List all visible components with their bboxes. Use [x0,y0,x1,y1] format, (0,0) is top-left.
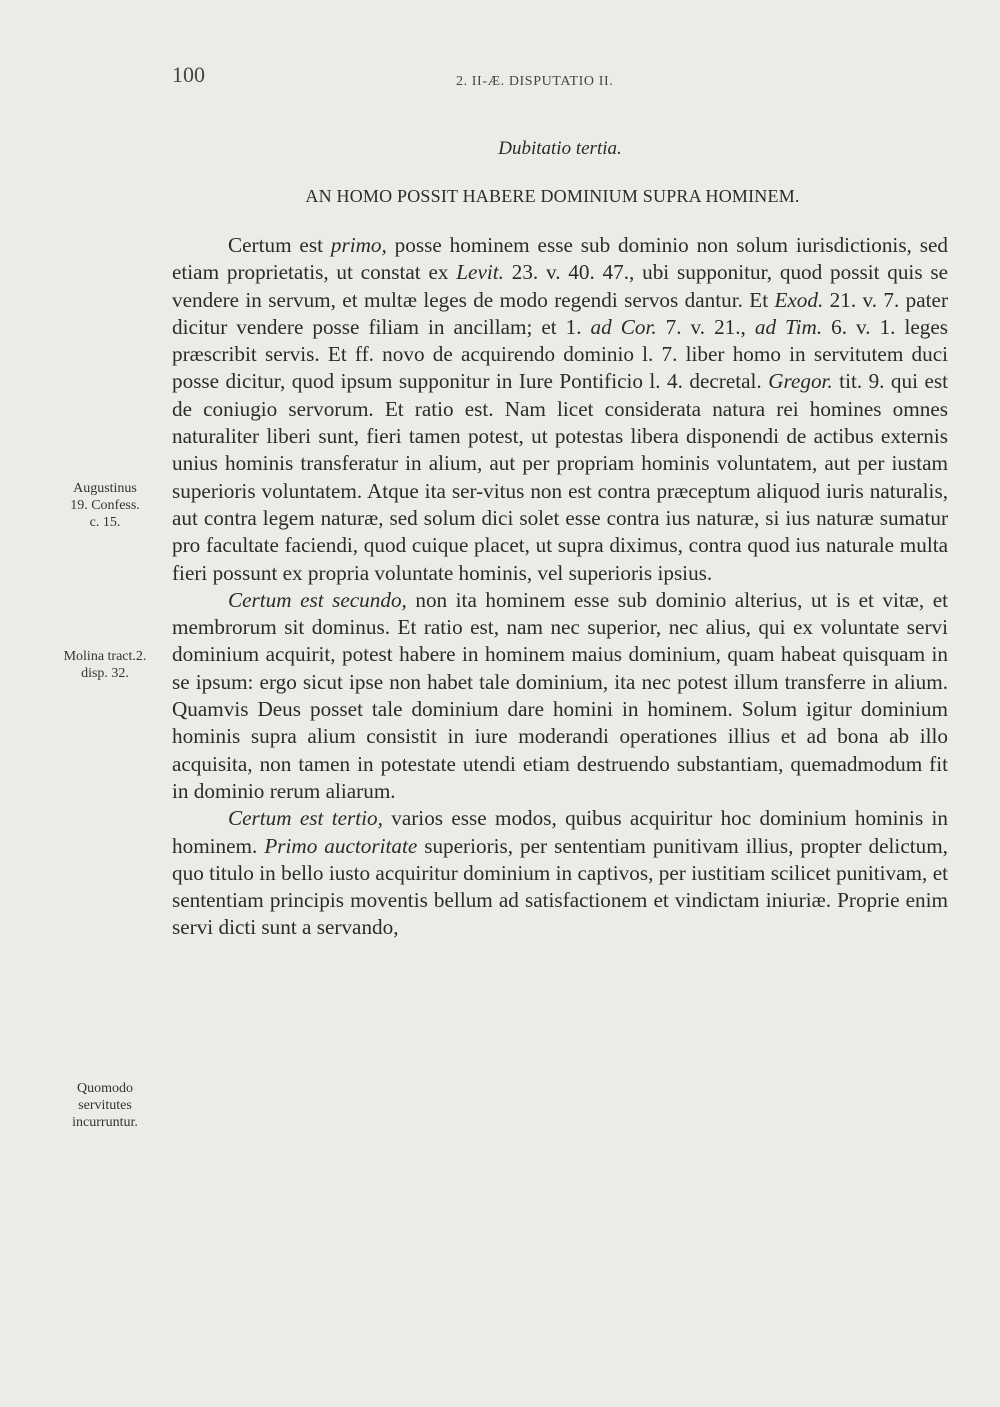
text-run: posse hominem esse sub dominio non solum iurisdictionis, sed etiam proprietatis, ut constat ex [172,233,948,285]
italic-run: Levit. [456,260,504,285]
italic-run: Primo auctoritate [264,833,418,858]
text-run: tit. 9. qui est de coniugio servorum. Et ratio est. Nam licet considerata natura rei homines omnes naturaliter liberi sunt, fieri tamen potest, ut potestas libera disponendi de actibus externis unius hominis transferatur in alium, aut per propriam hominis voluntatem, aut per iustam superioris voluntatem. Atque ita ser-vitus non est contra præceptum aliquod iuris naturalis, aut contra legem naturæ, sed solum dici solet esse contra ius naturæ, si ius naturæ sumatur pro facultate faciendi, quod cuique placet, ut supra diximus, contra quod ius naturale multa fieri possunt ex propria voluntate hominis, vel superioris ipsius. [172,369,948,585]
paragraph-certum-secundo [172,587,948,805]
margin-note-line: Quomodo [77,1081,133,1096]
margin-note-molina [52,648,158,682]
italic-run: ad Tim. [754,314,823,339]
margin-note-augustinus [52,480,158,531]
margin-note-line: incurruntur. [72,1115,138,1130]
text-run: 23. v. 40. 47., ubi supponitur, quod possit quis se vendere in servum, et multæ leges de modo regendi servos dantur. Et [172,260,948,312]
paragraph-certum-primo [172,232,948,587]
text-run: non ita hominem esse sub dominio alterius, ut is et vitæ, et membrorum sit dominus. Et ratio est, nam nec superior, nec alius, qui ex voluntate servi dominium acquirit, potest habere in hominem maius dominium, quam habeat quisquam in se ipsum: ergo sicut ipse non habet tale dominium, ita nec potest illum transferre in alium. Quamvis Deus posset tale dominium dare homini in hominem. Solum igitur dominium hominis supra alium consistit in iure moderandi operationes illius et ad bona ab illo acquisita, non tamen in potestate utendi etiam destruendo substantiam, quemadmodum fit in dominio rerum aliarum. [172,587,949,803]
text-run: 6. v. 1. leges præscribit servis. Et ff. novo de acquirendo dominio l. 7. liber homo in servitutem duci posse dicitur, quod ipsum supponitur in Iure Pontificio l. 4. decretal. [172,314,948,394]
italic-run: primo, [330,233,387,257]
page-number: 100 [172,62,205,87]
text-run: superioris, per sententiam punitivam illius, propter delictum, quo titulo in bello iusto acquiritur dominium in captivos, per iustitiam scilicet punitivam, et sententiam principis moventis bellum ad satisfactionem et vindictam iniuriæ. Proprie enim servi dicti sunt a servando, [172,833,948,940]
margin-note-line: Augustinus [73,481,137,496]
paragraph-certum-tertio [172,805,948,941]
italic-run: Exod. [774,287,824,312]
margin-note-line: disp. 32. [81,666,129,681]
text-run: 21. v. 7. pater dicitur vendere posse filiam in ancillam; et 1. [172,287,949,339]
italic-run: Certum est tertio, [228,806,383,831]
text-run: Certum est [228,233,331,257]
italic-run: Certum est secundo, [228,587,407,612]
running-head: 2. II-Æ. DISPUTATIO II. [456,74,614,89]
margin-note-line: Molina tract.2. [63,649,147,664]
text-run: 7. v. 21., [656,314,755,339]
margin-note-line: c. 15. [89,515,121,530]
italic-run: Gregor. [768,369,833,394]
page-header [0,62,1000,92]
text-run: varios esse modos, quibus acquiritur hoc dominium hominis in hominem. [172,806,948,858]
section-title: AN HOMO POSSIT HABERE DOMINIUM SUPRA HOMINEM. [305,186,800,206]
italic-run: ad Cor. [590,314,657,339]
section-subtitle: Dubitatio tertia. [498,138,622,159]
margin-note-line: servitutes [78,1098,132,1113]
margin-note-line: 19. Confess. [70,498,140,513]
margin-note-quomodo [52,1080,158,1131]
body-text [172,232,948,942]
